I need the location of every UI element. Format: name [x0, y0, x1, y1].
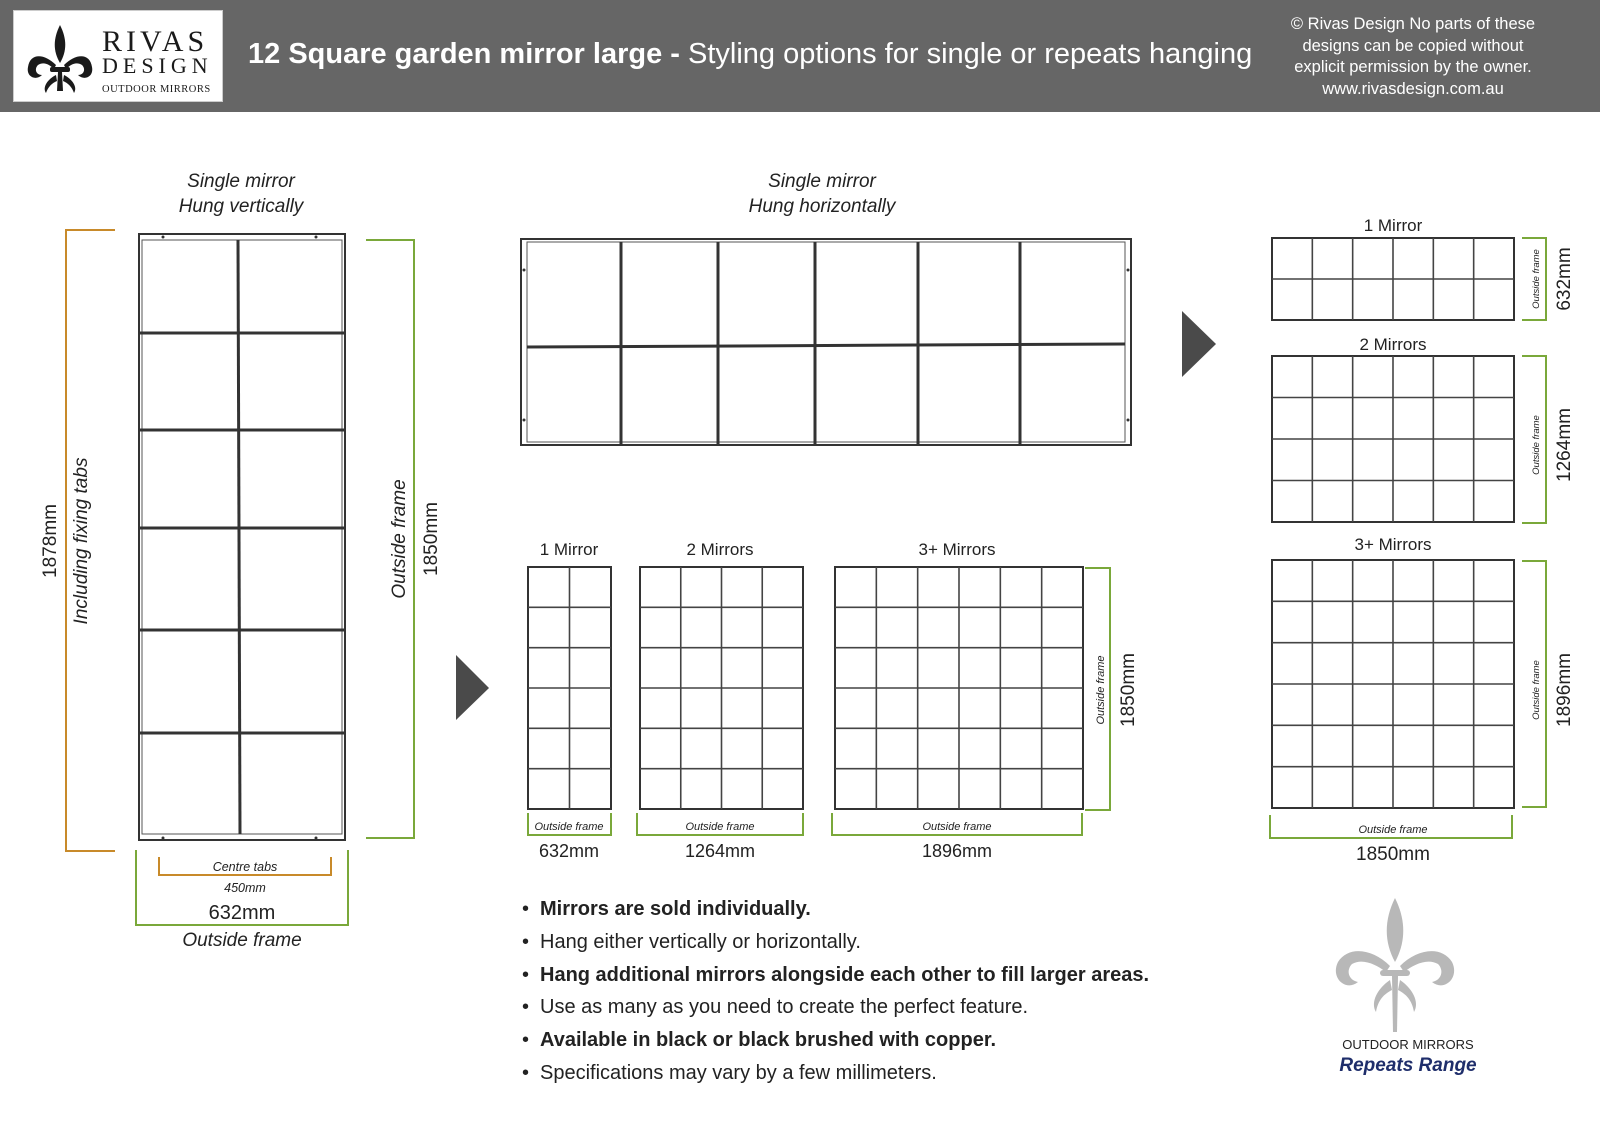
outside-height-label: Outside frame	[389, 479, 410, 599]
vrepeat-height-label: Outside frame	[1095, 655, 1107, 725]
vertical-width-value: 632mm	[208, 902, 276, 924]
vrepeat-title-2: 2 Mirrors	[686, 540, 754, 559]
logo-subtitle: OUTDOOR MIRRORS	[102, 84, 211, 95]
repeats-range-name: Repeats Range	[1339, 1055, 1477, 1076]
website-url: www.rivasdesign.com.au	[1322, 79, 1504, 98]
vertical-caption-line1: Single mirror	[187, 171, 295, 192]
logo-word-rivas: RIVAS	[102, 25, 209, 58]
hrepeat-side-label-2: Outside frame	[1531, 415, 1542, 475]
hrepeat-height-2: 1264mm	[1554, 408, 1575, 482]
title-bold: 12 Square garden mirror large -	[248, 38, 680, 70]
vrepeat-frame-label-3: Outside frame	[922, 821, 992, 833]
vrepeat-grid-1	[528, 567, 611, 809]
centre-tabs-value: 450mm	[224, 881, 266, 895]
arrow-right-icon	[456, 655, 489, 720]
vrepeat-height-value: 1850mm	[1118, 653, 1139, 727]
repeats-range-brand: OUTDOOR MIRRORS	[1342, 1037, 1474, 1052]
vrepeat-title-3: 3+ Mirrors	[918, 540, 996, 559]
horizontal-caption-line1: Single mirror	[768, 171, 876, 192]
total-height-value: 1878mm	[40, 504, 61, 578]
vrepeat-width-3: 1896mm	[921, 841, 993, 861]
logo-word-design: DESIGN	[102, 53, 213, 78]
outside-height-value: 1850mm	[421, 502, 442, 576]
feature-item: • Specifications may vary by a few millimeters.	[522, 1061, 937, 1084]
hrepeat-height-3: 1896mm	[1554, 653, 1575, 727]
title-rest: Styling options for single or repeats hanging	[679, 38, 1253, 70]
repeats-range-fleur-icon	[1336, 898, 1454, 1032]
copyright-line: explicit permission by the owner.	[1294, 58, 1532, 76]
total-height-note: Including fixing tabs	[71, 457, 92, 625]
feature-item: • Available in black or black brushed with copper.	[522, 1029, 997, 1052]
hrepeat-width-label: Outside frame	[1358, 824, 1428, 836]
hrepeat-width-value: 1850mm	[1356, 844, 1430, 865]
hrepeat-height-1: 632mm	[1554, 247, 1575, 311]
vrepeat-grid-2	[640, 567, 803, 809]
hrepeat-title-3: 3+ Mirrors	[1354, 535, 1432, 554]
hrepeat-grid-1	[1272, 238, 1514, 320]
hrepeat-title-2: 2 Mirrors	[1359, 335, 1427, 354]
feature-item: • Use as many as you need to create the perfect feature.	[522, 996, 1029, 1019]
vrepeat-width-2: 1264mm	[684, 841, 756, 861]
centre-tabs-label: Centre tabs	[212, 860, 278, 874]
vrepeat-grid-3	[835, 567, 1083, 809]
hrepeat-title-1: 1 Mirror	[1363, 216, 1423, 235]
vrepeat-title-1: 1 Mirror	[539, 540, 599, 559]
copyright-line: © Rivas Design No parts of these	[1290, 15, 1536, 33]
horizontal-repeat-grids	[1272, 238, 1514, 808]
horizontal-mirror-frame	[521, 239, 1131, 445]
hrepeat-grid-2	[1272, 356, 1514, 522]
vrepeat-frame-label-1: Outside frame	[534, 821, 604, 833]
feature-item: • Hang additional mirrors alongside each other to fill larger areas.	[522, 963, 1150, 986]
hrepeat-grid-3	[1272, 560, 1514, 808]
vrepeat-width-1: 632mm	[538, 841, 600, 861]
vertical-repeat-grids	[528, 567, 1083, 809]
hrepeat-side-label-1: Outside frame	[1531, 249, 1542, 309]
vertical-caption-line2: Hung vertically	[178, 196, 304, 217]
copyright-line: designs can be copied without	[1302, 36, 1524, 55]
hrepeat-side-label-3: Outside frame	[1531, 660, 1542, 720]
horizontal-caption-line2: Hung horizontally	[748, 196, 896, 217]
features-list	[522, 893, 1149, 1090]
feature-item: • Hang either vertically or horizontally.	[522, 930, 861, 953]
vrepeat-frame-label-2: Outside frame	[685, 821, 755, 833]
feature-item: • Mirrors are sold individually.	[522, 898, 811, 920]
vertical-mirror-frame	[139, 234, 345, 840]
vertical-width-label: Outside frame	[182, 930, 302, 951]
arrow-right-icon	[1182, 311, 1216, 377]
